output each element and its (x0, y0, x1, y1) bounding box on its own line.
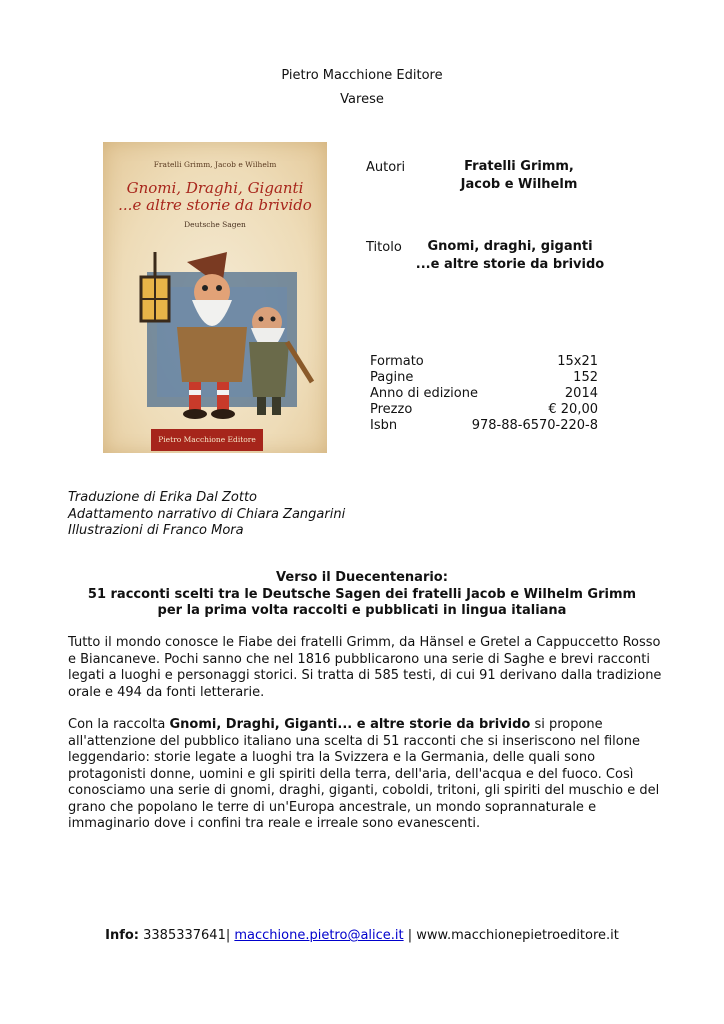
credit-adaptation: Adattamento narrativo di Chiara Zangarini (68, 506, 346, 522)
spec-label: Isbn (370, 418, 398, 433)
credits (68, 490, 345, 540)
heading-line3: per la prima volta raccolti e pubblicati in lingua italiana (157, 603, 567, 618)
spec-row-anno (370, 386, 598, 402)
spec-row-isbn (370, 418, 598, 434)
footer-separator: | (407, 928, 413, 943)
publisher-city: Varese (340, 92, 384, 107)
spec-label: Formato (370, 354, 424, 369)
cover-title (103, 180, 327, 214)
footer-contact (0, 928, 724, 943)
credit-illustrations: Illustrazioni di Franco Mora (68, 523, 244, 538)
book-specs (370, 354, 598, 434)
cover-authors: Fratelli Grimm, Jacob e Wilhelm (153, 160, 277, 169)
cover-title-line2: ...e altre storie da brivido (118, 196, 312, 214)
book-cover-image (103, 142, 327, 453)
authors-line2: Jacob e Wilhelm (460, 177, 578, 192)
cover-title-line1: Gnomi, Draghi, Giganti (126, 179, 304, 197)
credit-translation: Traduzione di Erika Dal Zotto (68, 490, 258, 505)
section-heading (0, 570, 724, 620)
paragraph-text: si propone all'attenzione del pubblico italiano una scelta di 51 racconti che si inseriscono nel filone leggendario: storie legate a luoghi tra la Svizzera e la Germania, delle quali sono protagonisti donne, uomini e gli spiriti della terra, dell'aria, dell'acqua e del fuoco. Così conosciamo una serie di gnomi, draghi, giganti, coboldi, tritoni, gli spiriti del muschio e del grano che popolano le terre di un'Europa ancestrale, un mondo soprannaturale e immaginario dove i confini tra reale e irreale sono evanescenti. (68, 717, 660, 831)
spec-value: 152 (573, 370, 598, 385)
gnomes-illustration (117, 232, 317, 432)
paragraph-intro: Tutto il mondo conosce le Fiabe dei fratelli Grimm, da Hänsel e Gretel a Cappuccetto Rosso e Biancaneve. Pochi sanno che nel 1816 pubblicarono una serie di Saghe e brevi racconti legati a luoghi e personaggi storici. Si tratta di 585 testi, di cui 91 derivano dalla tradizione orale e 494 da fonti letterarie. (68, 635, 662, 700)
spec-value: 2014 (564, 386, 598, 401)
title-line2: ...e altre storie da brivido (415, 257, 605, 272)
spec-label: Anno di edizione (370, 386, 478, 401)
spec-label: Pagine (370, 370, 414, 385)
phone-number: 3385337641| (143, 928, 231, 943)
title-line1: Gnomi, draghi, giganti (427, 239, 593, 254)
spec-label: Prezzo (370, 402, 413, 417)
paragraph-text: Con la raccolta (68, 717, 170, 732)
heading-line1: Verso il Duecentenario: (276, 570, 448, 585)
cover-publisher-band: Pietro Macchione Editore (151, 429, 263, 451)
title-label: Titolo (366, 240, 402, 255)
authors-line1: Fratelli Grimm, (464, 159, 574, 174)
email-link[interactable]: macchione.pietro@alice.it (234, 928, 404, 943)
website-text: www.macchionepietroeditore.it (416, 928, 619, 943)
book-title-bold: Gnomi, Draghi, Giganti... e altre storie da brivido (169, 717, 531, 732)
heading-line2: 51 racconti scelti tra le Deutsche Sagen dei fratelli Jacob e Wilhelm Grimm (87, 586, 637, 602)
authors-label: Autori (366, 160, 406, 175)
spec-row-formato (370, 354, 598, 370)
publisher-name: Pietro Macchione Editore (281, 68, 443, 83)
spec-row-pagine (370, 370, 598, 386)
spec-row-prezzo (370, 402, 598, 418)
info-label: Info: (105, 928, 139, 943)
title-value (400, 238, 620, 274)
authors-value (440, 158, 598, 194)
spec-value: € 20,00 (548, 402, 598, 417)
spec-value: 15x21 (557, 354, 598, 369)
cover-subtitle: Deutsche Sagen (184, 220, 246, 229)
spec-value: 978-88-6570-220-8 (471, 418, 598, 433)
paragraph-collection (68, 717, 668, 833)
